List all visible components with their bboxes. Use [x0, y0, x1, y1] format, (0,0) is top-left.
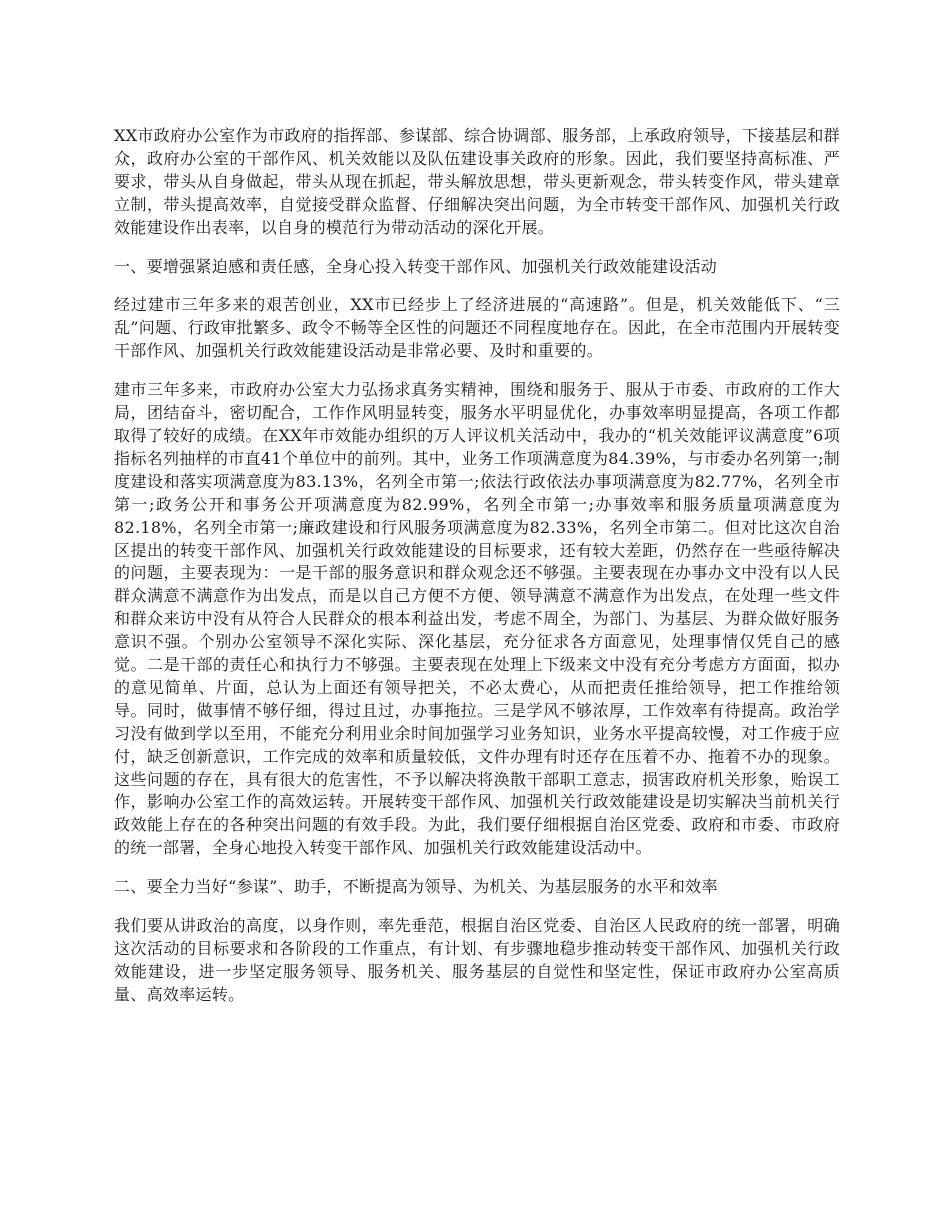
body-paragraph-3: 我们要从讲政治的高度，以身作则，率先垂范，根据自治区党委、自治区人民政府的统一部署，明确这次活动的目标要求和各阶段的工作重点，有计划、有步骤地稳步推动转变干部作风、加强机关行政效能建设，进一步坚定服务领导、服务机关、服务基层的自觉性和坚定性，保证市政府办公室高质量、高效率运转。: [114, 916, 840, 1004]
intro-paragraph: XX市政府办公室作为市政府的指挥部、参谋部、综合协调部、服务部，上承政府领导，下接基层和群众，政府办公室的干部作风、机关效能以及队伍建设事关政府的形象。因此，我们要坚持高标准、严要求，带头从自身做起，带头从现在抓起，带头解放思想，带头更新观念，带头转变作风，带头建章立制，带头提高效率，自觉接受群众监督、仔细解决突出问题，为全市转变干部作风、加强机关行政效能建设作出表率，以自身的模范行为带动活动的深化开展。: [114, 126, 840, 237]
body-paragraph-2: 建市三年多来，市政府办公室大力弘扬求真务实精神，围绕和服务于、服从于市委、市政府的工作大局，团结奋斗，密切配合，工作作风明显转变，服务水平明显优化，办事效率明显提高，各项工作都取得了较好的成绩。在XX年市效能办组织的万人评议机关活动中，我办的“机关效能评议满意度”6项指标名列抽样的市直41个单位中的前列。其中，业务工作项满意度为84.39%，与市委办名列第一;制度建设和落实项满意度为83.13%，名列全市第一;依法行政依法办事项满意度为82.77%，名列全市第一;政务公开和事务公开项满意度为82.99%，名列全市第一;办事效率和服务质量项满意度为82.18%，名列全市第一;廉政建设和行风服务项满意度为82.33%，名列全市第二。但对比这次自治区提出的转变干部作风、加强机关行政效能建设的目标要求，还有较大差距，仍然存在一些亟待解决的问题，主要表现为：一是干部的服务意识和群众观念还不够强。主要表现在办事办文中没有以人民群众满意不满意作为出发点，而是以自己方便不方便、领导满意不满意作为出发点，在处理一些文件和群众来访中没有从符合人民群众的根本利益出发，考虑不周全，为部门、为基层、为群众做好服务意识不强。个别办公室领导不深化实际、深化基层，充分征求各方面意见，处理事情仅凭自己的感觉。二是干部的责任心和执行力不够强。主要表现在处理上下级来文中没有充分考虑方方面面，拟办的意见简单、片面，总认为上面还有领导把关，不必太费心，从而把责任推给领导，把工作推给领导。同时，做事情不够仔细，得过且过，办事拖拉。三是学风不够浓厚，工作效率有待提高。政治学习没有做到学以至用，不能充分利用业余时间加强学习业务知识，业务水平提高较慢，对工作疲于应付，缺乏创新意识，工作完成的效率和质量较低，文件办理有时还存在压着不办、拖着不办的现象。这些问题的存在，具有很大的危害性，不予以解决将涣散干部职工意志，损害政府机关形象，贻误工作，影响办公室工作的高效运转。开展转变干部作风、加强机关行政效能建设是切实解决当前机关行政效能上存在的各种突出问题的有效手段。为此，我们要仔细根据自治区党委、政府和市委、市政府的统一部署，全身心地投入转变干部作风、加强机关行政效能建设活动中。: [114, 380, 840, 858]
section-heading-1: 一、要增强紧迫感和责任感，全身心投入转变干部作风、加强机关行政效能建设活动: [114, 256, 718, 276]
body-paragraph-1: 经过建市三年多来的艰苦创业，XX市已经步上了经济进展的“高速路”。但是，机关效能低下、“三乱”问题、行政审批繁多、政令不畅等全区性的问题还不同程度地存在。因此，在全市范围内开展转变干部作风、加强机关行政效能建设活动是非常必要、及时和重要的。: [114, 295, 840, 361]
section-heading-2: 二、要全力当好“参谋”、助手，不断提高为领导、为机关、为基层服务的水平和效率: [114, 877, 718, 897]
document-body: [114, 125, 840, 1023]
